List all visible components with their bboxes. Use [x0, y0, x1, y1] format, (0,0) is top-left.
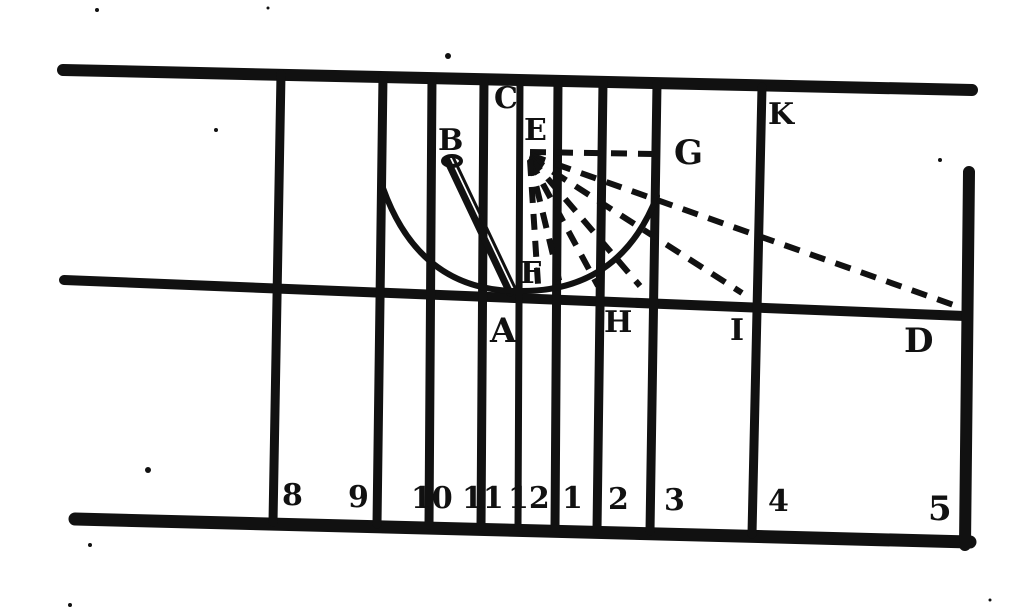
hour-line-1	[555, 81, 558, 528]
hour-label-5: 5	[928, 489, 952, 529]
hour-label-4: 4	[768, 484, 789, 519]
ray-E-I	[530, 157, 742, 293]
hour-label-3: 3	[664, 483, 685, 518]
label-A: A	[490, 311, 517, 351]
label-I: I	[730, 313, 745, 348]
label-B: B	[438, 123, 464, 158]
label-G: G	[674, 133, 704, 173]
hour-line-11	[481, 79, 484, 527]
label-E: E	[524, 113, 547, 148]
hour-line-4	[752, 87, 762, 534]
label-C: C	[494, 81, 518, 116]
hour-label-12: 12	[508, 481, 550, 516]
point-labels	[438, 81, 933, 361]
hour-line-2	[597, 82, 603, 530]
hour-line-5	[965, 172, 969, 545]
hour-label-10: 10	[411, 481, 453, 516]
hour-line-12	[518, 80, 520, 528]
label-K: K	[768, 97, 795, 132]
hour-line-10	[429, 77, 432, 525]
hour-label-8: 8	[282, 478, 303, 513]
hour-label-2: 2	[608, 482, 629, 517]
hour-label-11: 11	[462, 481, 504, 516]
dashed-rays	[530, 152, 962, 308]
ray-E-G	[530, 152, 655, 154]
hour-line-8	[273, 74, 281, 522]
hour-label-9: 9	[348, 480, 369, 515]
label-H: H	[604, 305, 633, 340]
label-D: D	[904, 321, 934, 361]
label-F: F	[520, 256, 542, 291]
hour-line-9	[377, 76, 383, 524]
bottom-line	[75, 519, 970, 542]
hour-label-1: 1	[562, 481, 583, 516]
